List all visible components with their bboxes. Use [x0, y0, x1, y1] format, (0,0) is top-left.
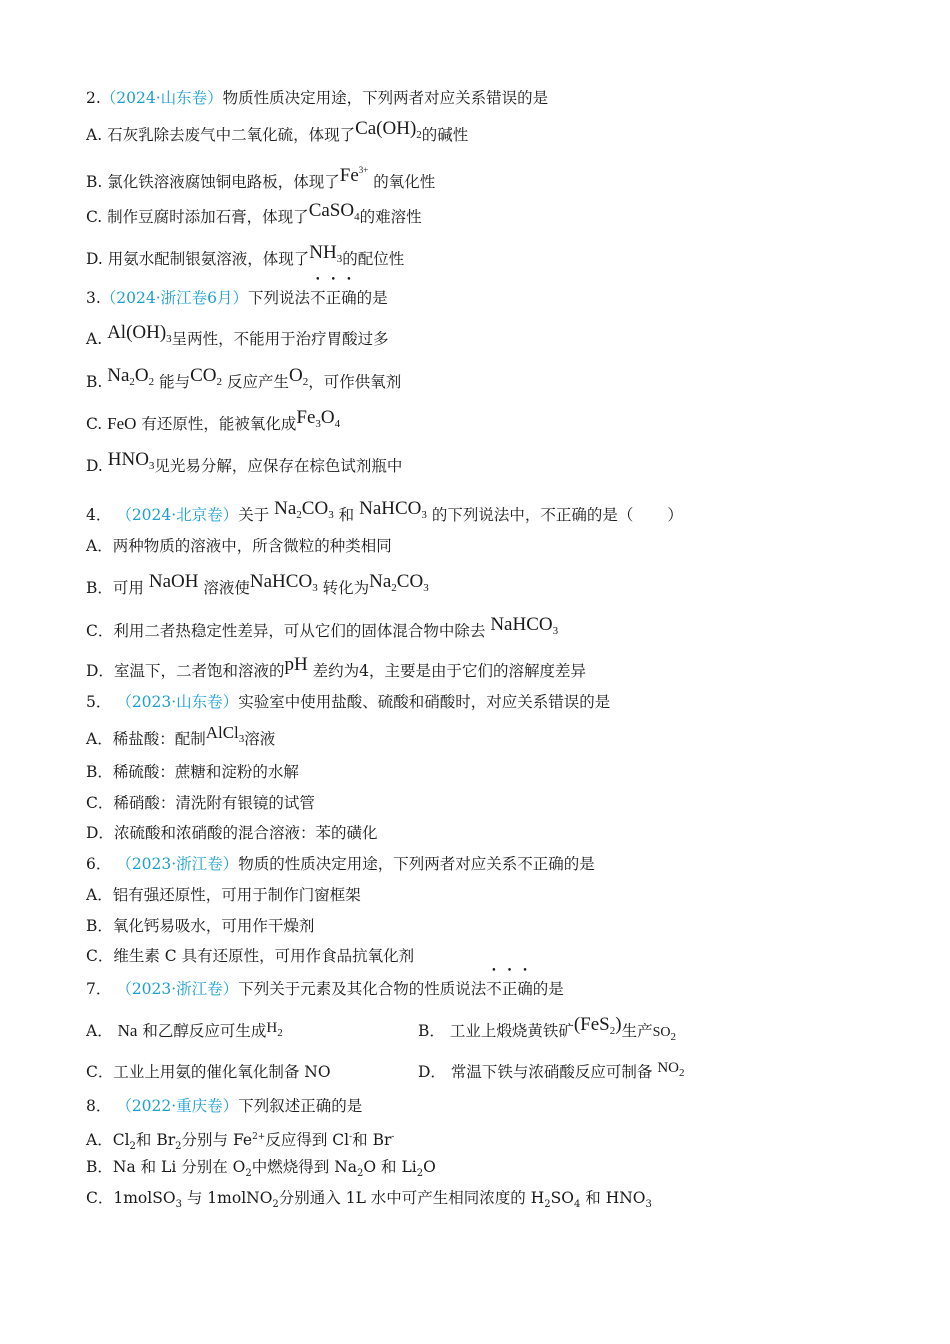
q2-option-a: A. 石灰乳除去废气中二氧化硫，体现了$Ca(OH)_2$的碱性	[86, 118, 469, 144]
q8-option-c: C．1molSO$_3$ 与 1molNO$_2$分别通入 1L 水中可产生相同浓度的 $H_2SO_4$ 和 $HNO_3$	[86, 1189, 652, 1210]
q4-source: （2024·北京卷）	[116, 506, 239, 524]
q2-source: （2024·山东卷）	[100, 89, 223, 107]
q8-option-a: A．$Cl_2$和 $Br_2$分别与 $Fe^{2+}$反应得到 Cl-和 Br-	[86, 1131, 395, 1152]
q8-stem: 8． （2022·重庆卷）下列叙述正确的是	[86, 1097, 363, 1115]
q8-source: （2022·重庆卷）	[116, 1097, 239, 1115]
q7-option-d: D． 常温下铁与浓硝酸反应可制备 $NO_2$	[418, 1060, 685, 1081]
q7-option-row1	[86, 1014, 906, 1047]
q3-option-b: B. $Na_2O_2$ 能与$CO_2$ 反应产生$O_2$，可作供氧剂	[86, 365, 402, 391]
q5-option-a: A．稀盐酸：配制AlCl$_3$溶液	[86, 723, 276, 748]
emphasis-char: 不	[310, 289, 326, 307]
q4-option-d: D．室温下，二者饱和溶液的pH 差约为4，主要是由于它们的溶解度差异	[86, 654, 586, 680]
q7-option-b: B． 工业上煅烧黄铁矿(FeS$_2$)生产$SO_2$	[418, 1014, 676, 1043]
q4-stem: 4． （2024·北京卷）关于 $Na_2CO_3$ 和 NaHCO$_3$ 的下列说法中，不正确的是（ ）	[86, 498, 683, 524]
q3-option-a: A. $Al(OH)_3$呈两性，不能用于治疗胃酸过多	[86, 322, 389, 348]
q7-source: （2023·浙江卷）	[116, 980, 239, 998]
q3-option-c: C. FeO 有还原性，能被氧化成$Fe_3O_4$	[86, 407, 341, 433]
q5-option-d: D．浓硫酸和浓硝酸的混合溶液：苯的磺化	[86, 824, 378, 842]
q7-option-c: C．工业上用氨的催化氧化制备 NO	[86, 1063, 331, 1081]
q8-option-b: B．Na 和 Li 分别在 $O_2$中燃烧得到 $Na_2O$ 和 $Li_2O$	[86, 1158, 436, 1179]
q5-option-b: B．稀硫酸：蔗糖和淀粉的水解	[86, 763, 299, 781]
q2-option-d: D. 用氨水配制银氨溶液，体现了$NH_3$的配位性	[86, 242, 405, 268]
q6-option-c: C．维生素 C 具有还原性，可用作食品抗氧化剂	[86, 947, 415, 965]
q5-option-c: C．稀硝酸：清洗附有银镜的试管	[86, 794, 315, 812]
q7-stem: 7． （2023·浙江卷）下列关于元素及其化合物的性质说法不正确的是	[86, 980, 564, 998]
q7-option-row2	[86, 1062, 906, 1082]
q6-source: （2023·浙江卷）	[116, 855, 239, 873]
q4-option-a: A．两种物质的溶液中，所含微粒的种类相同	[86, 537, 392, 555]
emphasis-char: 确	[341, 289, 357, 307]
q3-source: （2024·浙江卷6月）	[100, 289, 249, 307]
q2-number: 2.	[86, 89, 101, 107]
q3-stem: 3.（2024·浙江卷6月）下列说法不正确的是	[86, 289, 388, 307]
q6-stem: 6． （2023·浙江卷）物质的性质决定用途，下列两者对应关系不正确的是	[86, 855, 595, 873]
q2-option-b: B. 氯化铁溶液腐蚀铜电路板，体现了$Fe^{3+}$ 的氧化性	[86, 165, 436, 191]
q5-stem: 5． （2023·山东卷）实验室中使用盐酸、硫酸和硝酸时，对应关系错误的是	[86, 693, 611, 711]
emphasis-char: 确	[517, 980, 533, 998]
emphasis-char: 正	[325, 289, 342, 307]
q6-option-b: B．氧化钙易吸水，可用作干燥剂	[86, 917, 315, 935]
q4-option-b: B．可用 NaOH 溶液使NaHCO$_3$ 转化为$Na_2CO_3$	[86, 571, 429, 597]
q6-option-a: A．铝有强还原性，可用于制作门窗框架	[86, 886, 361, 904]
emphasis-char: 不	[486, 980, 502, 998]
q2-text: 物质性质决定用途，下列两者对应关系错误的是	[222, 89, 549, 107]
q3-option-d: D. $HNO_3$见光易分解，应保存在棕色试剂瓶中	[86, 449, 403, 475]
q2-option-c: C. 制作豆腐时添加石膏，体现了CaSO$_4$的难溶性	[86, 200, 422, 226]
q4-option-c: C．利用二者热稳定性差异，可从它们的固体混合物中除去 NaHCO$_3$	[86, 614, 559, 640]
q7-option-a: A． Na 和乙醇反应可生成$H_2$	[86, 1020, 283, 1040]
q2-stem	[86, 88, 906, 108]
emphasis-char: 正	[501, 980, 518, 998]
q5-source: （2023·山东卷）	[116, 693, 239, 711]
